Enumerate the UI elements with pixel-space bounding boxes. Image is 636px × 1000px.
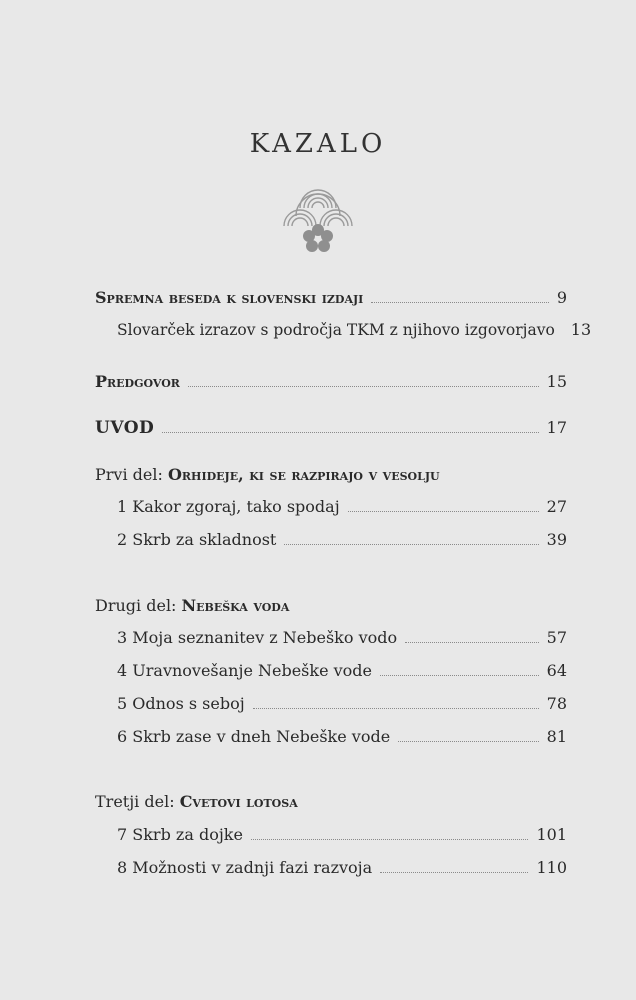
- dot-leader: [371, 301, 548, 303]
- toc-page-number: 13: [570, 320, 592, 339]
- toc-part-name: Orhideje, ki se razpirajo v vesolju: [167, 465, 440, 484]
- dot-leader: [348, 510, 539, 512]
- toc-entry-label: Slovarček izrazov s področja TKM z njihovo izgovorjavo: [117, 321, 555, 339]
- toc-page-number: 15: [546, 372, 567, 391]
- toc-page-number: 101: [536, 825, 567, 844]
- toc-entry-label: 6 Skrb zase v dneh Nebeške vode: [117, 727, 391, 746]
- dot-leader: [253, 707, 539, 709]
- toc-page-number: 17: [546, 418, 567, 437]
- toc-part-heading: [95, 465, 440, 485]
- toc-chapter[interactable]: [117, 825, 567, 845]
- toc-part-heading: [95, 596, 289, 616]
- toc-page-number: 27: [546, 497, 567, 516]
- toc-entry-label: 3 Moja seznanitev z Nebeško vodo: [117, 628, 398, 647]
- toc-page-number: 39: [546, 530, 567, 549]
- toc-part-name: Cvetovi lotosa: [179, 792, 298, 811]
- dot-leader: [188, 385, 539, 387]
- toc-part-prefix: Prvi del:: [95, 465, 168, 484]
- toc-chapter[interactable]: [117, 727, 567, 747]
- toc-part-prefix: Drugi del:: [95, 596, 182, 615]
- dot-leader: [398, 740, 538, 742]
- toc-entry-preface[interactable]: [95, 288, 567, 308]
- dot-leader: [405, 641, 539, 643]
- toc-entry-label: 7 Skrb za dojke: [117, 825, 243, 844]
- toc-entry-label: 5 Odnos s seboj: [117, 694, 245, 713]
- toc-entry-predgovor[interactable]: [95, 372, 567, 392]
- page-title: KAZALO: [249, 129, 387, 160]
- toc-entry-label: 4 Uravnovešanje Nebeške vode: [117, 661, 373, 680]
- wave-cloud-flower-ornament-icon: [276, 168, 360, 258]
- toc-chapter[interactable]: [117, 530, 567, 550]
- toc-entry-label: Predgovor: [95, 372, 180, 391]
- toc-chapter[interactable]: [117, 858, 567, 878]
- toc-part-prefix: Tretji del:: [95, 792, 180, 811]
- toc-page-number: 9: [556, 288, 567, 307]
- toc-entry-glossary[interactable]: [117, 320, 592, 340]
- dot-leader: [380, 871, 528, 873]
- toc-entry-uvod[interactable]: [95, 418, 567, 438]
- toc-entry-label: 1 Kakor zgoraj, tako spodaj: [117, 497, 340, 516]
- toc-part-name: Nebeška voda: [181, 596, 290, 615]
- toc-entry-label: Spremna beseda k slovenski izdaji: [95, 288, 364, 307]
- toc-page-number: 78: [546, 694, 567, 713]
- toc-page-number: 110: [536, 858, 567, 877]
- toc-page-number: 64: [546, 661, 567, 680]
- dot-leader: [251, 838, 529, 840]
- toc-entry-label: 2 Skrb za skladnost: [117, 530, 277, 549]
- toc-chapter[interactable]: [117, 694, 567, 714]
- toc-entry-label: 8 Možnosti v zadnji fazi razvoja: [117, 858, 373, 877]
- dot-leader: [380, 674, 539, 676]
- toc-chapter[interactable]: [117, 497, 567, 517]
- dot-leader: [284, 543, 538, 545]
- toc-entry-label: UVOD: [95, 418, 155, 438]
- toc-page-number: 57: [546, 628, 567, 647]
- toc-chapter[interactable]: [117, 661, 567, 681]
- dot-leader: [162, 431, 538, 433]
- toc-page-number: 81: [546, 727, 567, 746]
- toc-part-heading: [95, 792, 298, 812]
- toc-chapter[interactable]: [117, 628, 567, 648]
